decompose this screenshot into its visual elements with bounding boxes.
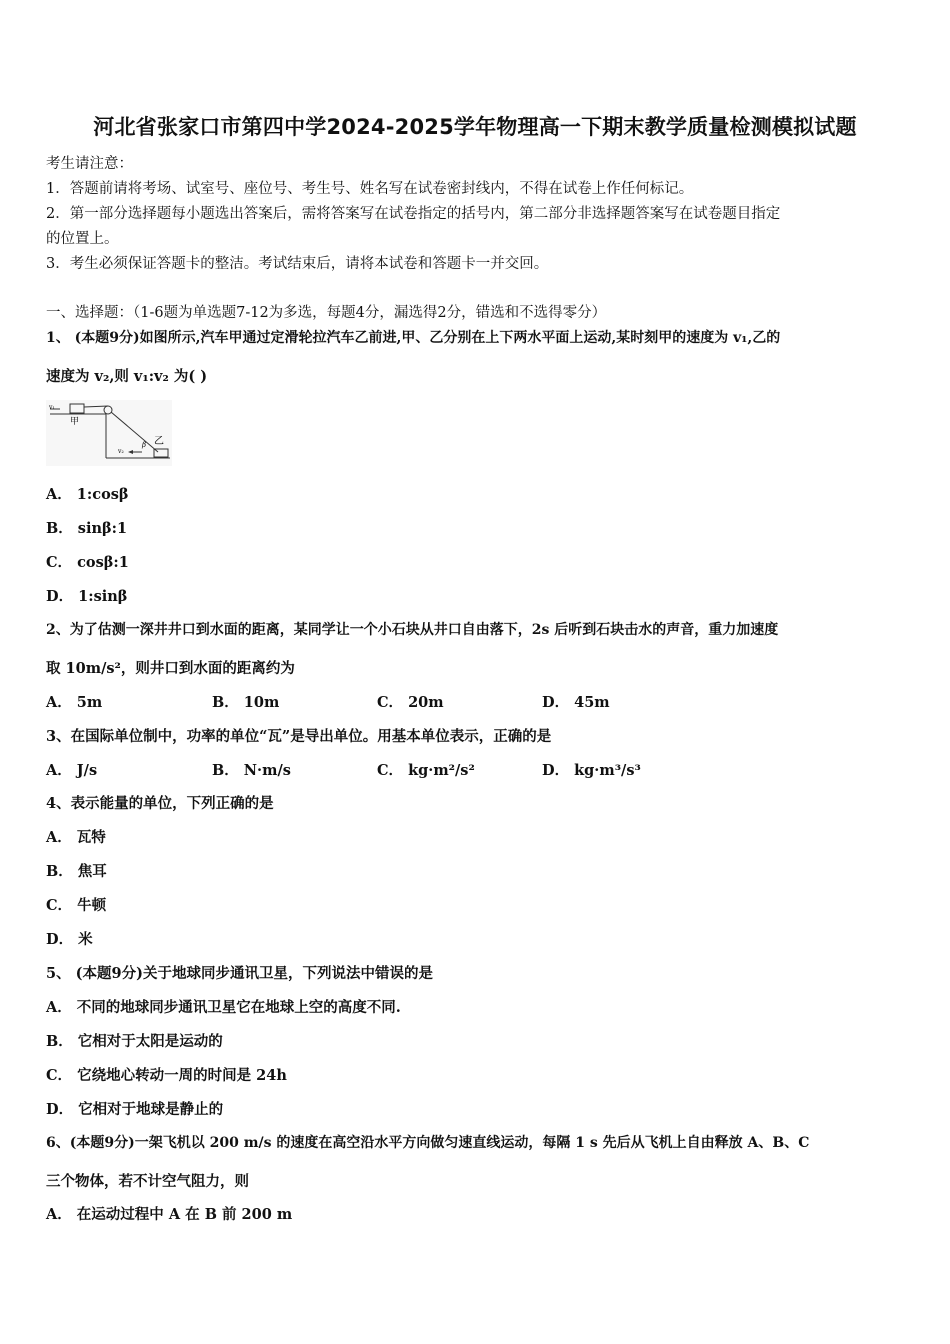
q4-option-d[interactable]: D． 米 <box>46 931 93 948</box>
q4-option-b[interactable]: B． 焦耳 <box>46 863 107 880</box>
q2-option-b[interactable]: B． 10m <box>212 694 280 711</box>
q6-stem-cont: 三个物体，若不计空气阻力，则 <box>46 1173 249 1190</box>
section-heading: 一、选择题：（1-6题为单选题7-12为多选，每题4分，漏选得2分，错选和不选得零分） <box>46 305 607 321</box>
q1-option-d[interactable]: D． 1:sinβ <box>46 588 128 605</box>
q6-stem: 6、(本题9分)一架飞机以 200 m/s 的速度在高空沿水平方向做匀速直线运动，每隔 1 s 先后从飞机上自由释放 A、B、C <box>46 1135 810 1151</box>
notice-item-3: 3．考生必须保证答题卡的整洁。考试结束后，请将本试卷和答题卡一并交回。 <box>46 256 549 272</box>
q2-stem-cont: 取 10m/s²，则井口到水面的距离约为 <box>46 660 295 677</box>
q2-option-d[interactable]: D． 45m <box>542 694 610 711</box>
label-yi: 乙 <box>154 436 164 447</box>
q3-option-d[interactable]: D． kg·m³/s³ <box>542 762 641 779</box>
q2-option-c[interactable]: C． 20m <box>377 694 444 711</box>
q3-option-c[interactable]: C． kg·m²/s² <box>377 762 475 779</box>
notice-heading: 考生请注意： <box>46 156 133 172</box>
q1-option-a[interactable]: A． 1:cosβ <box>46 486 129 503</box>
q5-option-d[interactable]: D． 它相对于地球是静止的 <box>46 1101 224 1118</box>
q5-option-a[interactable]: A． 不同的地球同步通讯卫星它在地球上空的高度不同. <box>46 999 401 1016</box>
notice-item-1: 1．答题前请将考场、试室号、座位号、考生号、姓名写在试卷密封线内，不得在试卷上作任何标记。 <box>46 181 694 197</box>
q4-stem: 4、表示能量的单位，下列正确的是 <box>46 795 274 812</box>
label-jia: 甲 <box>70 417 80 427</box>
q5-option-b[interactable]: B． 它相对于太阳是运动的 <box>46 1033 223 1050</box>
q1-option-c[interactable]: C． cosβ:1 <box>46 554 129 571</box>
q1-stem: 1、 (本题9分)如图所示,汽车甲通过定滑轮拉汽车乙前进,甲、乙分别在上下两水平面上运动,某时刻甲的速度为 v₁,乙的 <box>46 330 781 346</box>
notice-item-2: 2．第一部分选择题每小题选出答案后，需将答案写在试卷指定的括号内，第二部分非选择题答案写在试卷题目指定 <box>46 206 781 222</box>
q2-option-a[interactable]: A． 5m <box>46 694 103 711</box>
q2-stem: 2、为了估测一深井井口到水面的距离，某同学让一个小石块从井口自由落下，2s 后听到石块击水的声音，重力加速度 <box>46 622 779 638</box>
page-title: 河北省张家口市第四中学2024-2025学年物理高一下期末教学质量检测模拟试题 <box>93 115 857 139</box>
q4-option-a[interactable]: A． 瓦特 <box>46 829 106 846</box>
q6-option-a[interactable]: A． 在运动过程中 A 在 B 前 200 m <box>46 1206 293 1223</box>
q5-stem: 5、 (本题9分)关于地球同步通讯卫星，下列说法中错误的是 <box>46 965 433 982</box>
label-v2: v₂ <box>118 448 124 455</box>
q1-stem-cont: 速度为 v₂,则 v₁:v₂ 为( ) <box>46 368 208 385</box>
q5-option-c[interactable]: C． 它绕地心转动一周的时间是 24h <box>46 1067 287 1084</box>
label-v1: v₁ <box>49 404 55 411</box>
q3-option-b[interactable]: B． N·m/s <box>212 762 291 779</box>
figure-background <box>46 400 172 466</box>
notice-item-2-cont: 的位置上。 <box>46 231 119 247</box>
q1-option-b[interactable]: B． sinβ:1 <box>46 520 128 537</box>
q4-option-c[interactable]: C． 牛顿 <box>46 897 107 914</box>
q3-stem: 3、在国际单位制中，功率的单位“瓦”是导出单位。用基本单位表示，正确的是 <box>46 728 552 745</box>
q1-pulley-figure <box>46 400 172 466</box>
label-beta: β <box>142 441 147 449</box>
q3-option-a[interactable]: A． J/s <box>46 762 98 779</box>
